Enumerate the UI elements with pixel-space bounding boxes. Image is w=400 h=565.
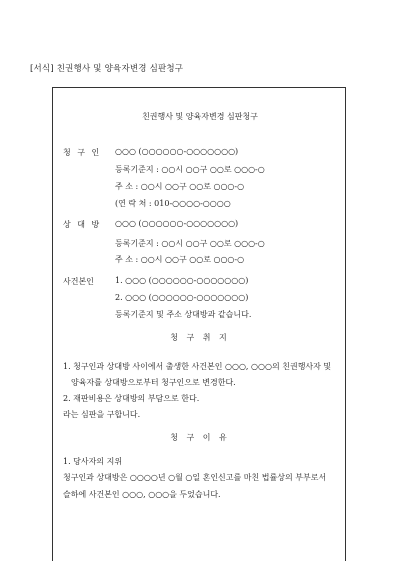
purpose-line-3: 라는 심판을 구합니다. [63,410,141,419]
reason-text-2: 슬하에 사건본인 ○○○, ○○○을 두었습니다. [63,490,221,499]
principals-note: 등록기준지 및 주소 상대방과 같습니다. [115,310,252,319]
claimant-address: 주 소 : ○○시 ○○구 ○○로 ○○○-○ [115,182,245,191]
document-title: 친권행사 및 양육자변경 심판청구 [142,112,258,121]
principal-item-2: 2. ○○○ (○○○○○○-○○○○○○○) [115,293,249,302]
respondent-address: 주 소 : ○○시 ○○구 ○○로 ○○○-○ [115,255,245,264]
claimant-name: ○○○ (○○○○○○-○○○○○○○) [115,147,239,156]
purpose-line-2: 2. 재판비용은 상대방의 부담으로 한다. [63,394,200,403]
claimant-phone: (연 락 처 : 010-○○○○-○○○○ [115,199,231,208]
purpose-heading: 청 구 취 지 [170,333,230,342]
purpose-line-1b: 양육자를 상대방으로부터 청구인으로 변경한다. [71,378,236,387]
claimant-registry: 등록기준지 : ○○시 ○○구 ○○로 ○○○-○ [115,165,265,174]
respondent-registry: 등록기준지 : ○○시 ○○구 ○○로 ○○○-○ [115,239,265,248]
principal-item-1: 1. ○○○ (○○○○○○-○○○○○○○) [115,276,249,285]
respondent-label: 상 대 방 [63,220,102,229]
reason-text-1: 청구인과 상대방은 ○○○○년 ○월 ○일 혼인신고를 마친 법률상의 부부로서 [63,473,327,482]
principals-label: 사건본인 [63,277,94,286]
respondent-name: ○○○ (○○○○○○-○○○○○○○) [115,219,239,228]
reason-subheading-1: 1. 당사자의 지위 [63,457,123,466]
reason-heading: 청 구 이 유 [170,433,230,442]
claimant-label: 청 구 인 [63,148,102,157]
purpose-line-1: 1. 청구인과 상대방 사이에서 출생한 사건본인 ○○○, ○○○의 친권행사자 및 [63,362,332,371]
form-caption: [서식] 친권행사 및 양육자변경 심판청구 [30,64,184,74]
document-frame [52,87,346,561]
